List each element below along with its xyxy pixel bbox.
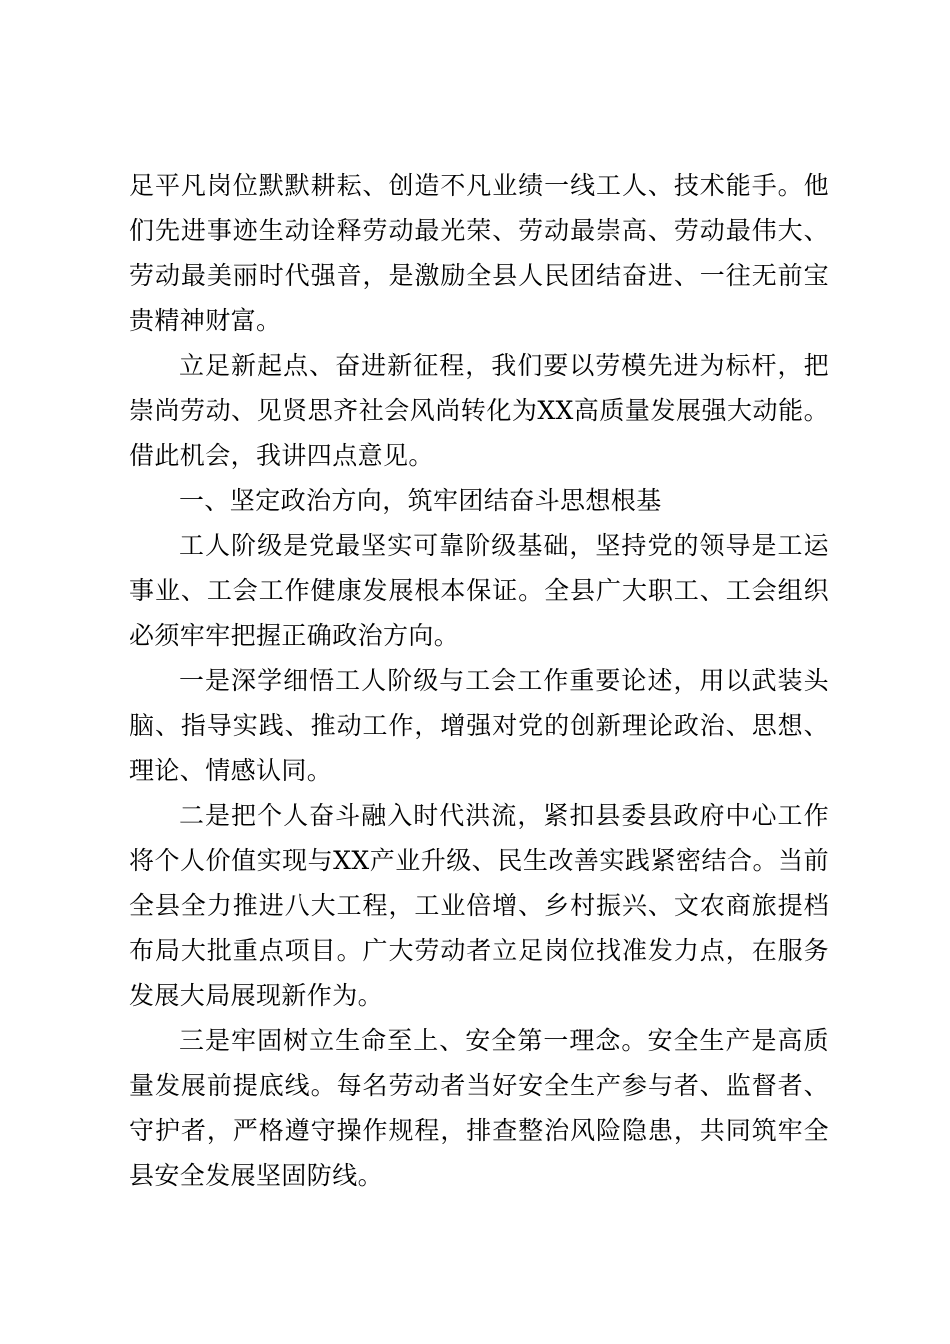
section-heading: 一、坚定政治方向，筑牢团结奋斗思想根基 xyxy=(179,486,662,515)
paragraph-6: 三是牢固树立生命至上、安全第一理念。安全生产是高质量发展前提底线。每名劳动者当好安全生产参与者、监督者、守护者，严格遵守操作规程，排查整治风险隐患，共同筑牢全县安全发展坚固防线。 xyxy=(129,1026,829,1190)
document-body xyxy=(129,163,829,1198)
paragraph-1: 足平凡岗位默默耕耘、创造不凡业绩一线工人、技术能手。他们先进事迹生动诠释劳动最光荣、劳动最崇高、劳动最伟大、劳动最美丽时代强音，是激励全县人民团结奋进、一往无前宝贵精神财富。 xyxy=(129,171,829,335)
paragraph-4: 一是深学细悟工人阶级与工会工作重要论述，用以武装头脑、指导实践、推动工作，增强对党的创新理论政治、思想、理论、情感认同。 xyxy=(129,666,829,785)
paragraph-3: 工人阶级是党最坚实可靠阶级基础，坚持党的领导是工运事业、工会工作健康发展根本保证。全县广大职工、工会组织必须牢牢把握正确政治方向。 xyxy=(129,531,829,650)
paragraph-5: 二是把个人奋斗融入时代洪流，紧扣县委县政府中心工作将个人价值实现与XX产业升级、民生改善实践紧密结合。当前全县全力推进八大工程，工业倍增、乡村振兴、文农商旅提档布局大批重点项目。广大劳动者立足岗位找准发力点，在服务发展大局展现新作为。 xyxy=(129,801,829,1010)
paragraph-2: 立足新起点、奋进新征程，我们要以劳模先进为标杆，把崇尚劳动、见贤思齐社会风尚转化为XX高质量发展强大动能。借此机会，我讲四点意见。 xyxy=(129,351,829,470)
